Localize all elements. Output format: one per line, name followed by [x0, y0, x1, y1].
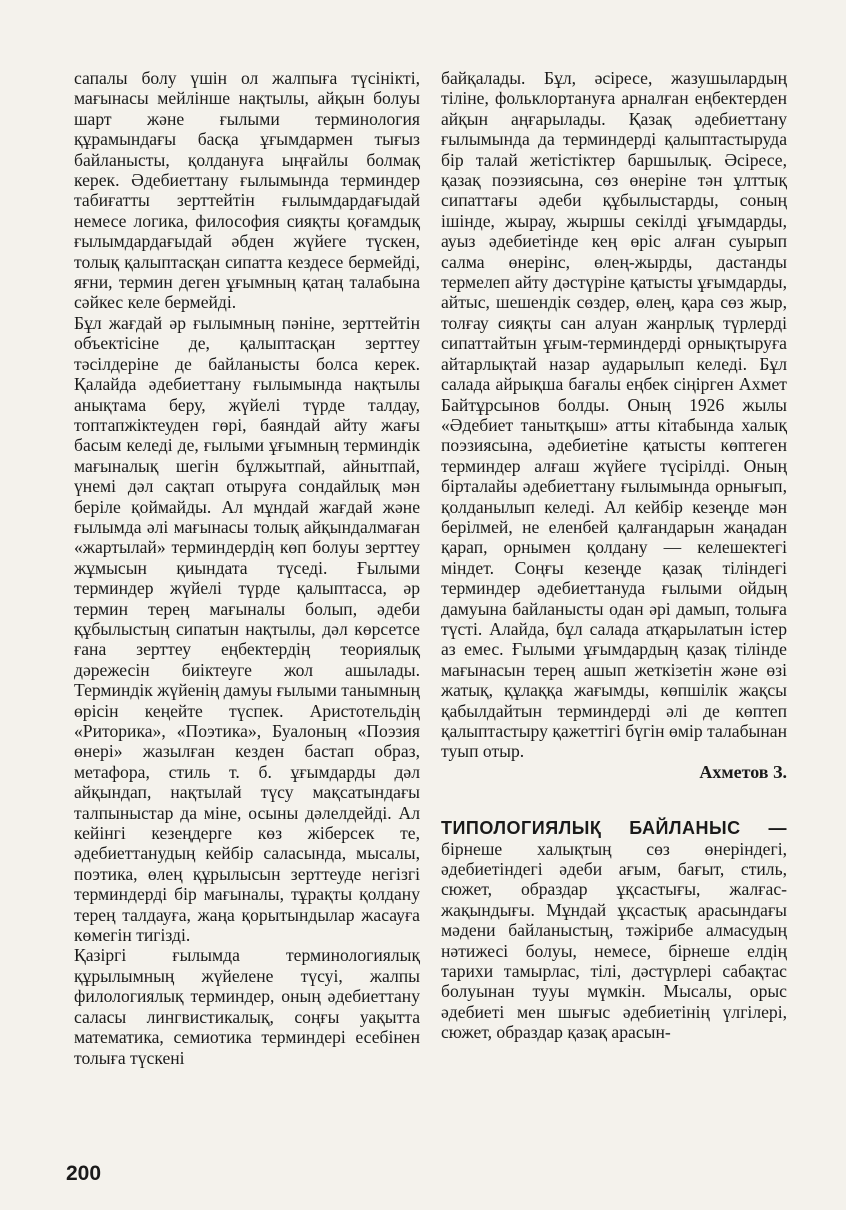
entry-definition: бірнеше халықтың сөз өнеріндегі, әдебиетіндегі әдеби ағым, бағыт, стиль, сюжет, образдар ұқсастығы, жалғас-жақындығы. Мұндай ұқсастық арасындағы мәдени байланыстың, тәжірибе алмасудың нәтижесі болуы, немесе, бірнеше елдің тарихи тамырлас, тілі, дәстүрлері сабақтас болуынан тууы мүмкін. Мысалы, орыс әдебиеті мен шығыс әдебиетінің үлгілері, сюжет, образдар қазақ арасын-: [441, 838, 787, 1043]
right-paragraph-1: байқалады. Бұл, әсіресе, жазушылардың тіліне, фольклортануға арналған еңбектерден айқын аңғарылады. Қазақ әдебиеттану ғылымында да терминдерді қалыптастыруда бір талай жетістіктер баршылық. Әсіресе, қазақ поэзиясына, сөз өнеріне тән ұлттық сипаттағы әдеби құбылыстарды, соның ішінде, жырау, жыршы секілді ұғымдарды, ауыз әдебиетінде кең өріс алған суырып салма өнерінс, өлең-жырды, дастанды термелеп айту дәстүріне қатысты ұғымдарды, айтыс, шешендік сөздер, өлең, қара сөз жыр, толғау сияқты сан алуан жанрлық түрлерді сипаттайтын ұғым-терминдерді орнықтыруға айтарлықтай назар аударылып келеді. Бұл салада айрықша бағалы еңбек сіңірген Ахмет Байтұрсынов болды. Оның 1926 жылы «Әдебиет танытқыш» атты кітабында халық поэзиясына, әдебиетіне қатысты көптеген терминдер алғаш жүйеге түсірілді. Оның бірталайы әдебиеттану ғылымында орнығып, қолданылып келеді. Ал кейбір кезеңде мән берілмей, не еленбей қалғандарын жаңадан қарап, орнымен қолдану — келешектегі міндет. Соңғы кезеңде қазақ тіліндегі терминдер әдебиеттануда ғылыми ойдың дамуына байланысты одан әрі дамып, толыға түсті. Алайда, бұл салада атқарылатын істер аз емес. Ғылыми ұғымдардың қазақ тілінде мағынасын терең ашып жеткізетін және өзі жатық, құлаққа жағымды, көпшілік жақсы қабылдайтын терминдерді әлі де көптеп қалыптастыру қажеттігі бүгін өмір талабынан туып отыр.: [441, 68, 787, 762]
entry-term: ТИПОЛОГИЯЛЫҚ БАЙЛАНЫС —: [441, 818, 787, 839]
left-paragraph-1: сапалы болу үшін ол жалпыға түсінікті, мағынасы мейлінше нақтылы, айқын болуы шарт және ғылыми терминология құрамындағы басқа ұғымдармен тығыз байланысты, қолдануға ыңғайлы болмақ керек. Әдебиеттану ғылымында терминдер табиғатты зерттейтін ғылымдардағыдай немесе логика, философия сияқты қоғамдық ғылымдардағыдай әбден жүйеге түскен, толық қалыптасқан сипатта кездесе бермейді, яғни, термин деген ұғымның қатаң талабына сәйкес келе бермейді.: [74, 68, 420, 313]
dictionary-entry: [441, 818, 787, 1042]
left-paragraph-2: Бұл жағдай әр ғылымның пәніне, зерттейтін объектісіне де, қалыптасқан зерттеу тәсілдеріне де байланысты болса керек. Қалайда әдебиеттану ғылымында нақтылы анықтама беру, жүйелі түрде талдау, топтапжіктеуден гөрі, баяндай айту жағы басым келеді де, ғылыми ұғымның терминдік мағыналық шегін бұлжытпай, айнытпай, үнемі дәл сақтап отыруға сондайлық мән беріле қоймайды. Ал мұндай жағдай және ғылымда әлі мағынасы толық айқындалмаған «жартылай» терминдердің көп болуы зерттеу жұмысын қиындата түседі. Ғылыми терминдер жүйелі түрде қалыптасса, әр термин терең мағыналы болып, әдеби құбылыстың сипатын нақтылы, дәл көрсетсе ғана зерттеу еңбектердің теориялық дәрежесін биіктеуге жол ашылады. Терминдік жүйенің дамуы ғылыми танымның өрісін кеңейте түспек. Аристотельдің «Риторика», «Поэтика», Буалоның «Поэзия өнері» жазылған кезден бастап образ, метафора, стиль т. б. ұғымдарды дәл айқындап, нақтылай түсу мақсатындағы талпыныстар да міне, осыны дәлелдейді. Ал кейінгі кезеңдерге көз жіберсек те, әдебиеттанудың кейбір саласында, мысалы, поэтика, өлең құрылысын зерттеуде негізгі терминдерді бір мағыналы, тұрақты қолдану терең талдауға, жаңа қорытындылар жасауға көмегін тигізді.: [74, 312, 420, 946]
author-signature: Ахметов З.: [699, 761, 787, 782]
page-number: 200: [66, 1162, 102, 1185]
right-column: [441, 68, 787, 1043]
left-paragraph-3: Қазіргі ғылымда терминологиялық құрылымның жүйелене түсуі, жалпы филологиялық терминдер, оның әдебиеттану саласы лингвистикалық, соңғы уақытта математика, семиотика терминдері есебінен толыға түскені: [74, 945, 420, 1068]
left-column: [74, 68, 420, 1068]
